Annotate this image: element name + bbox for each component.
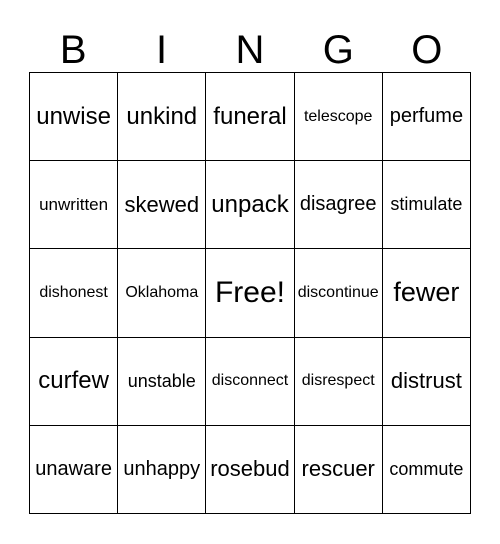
bingo-cell: dishonest [30,249,118,337]
bingo-cell: unwise [30,73,118,161]
bingo-grid [29,72,471,514]
bingo-cell: unwritten [30,161,118,249]
header-letter-b: B [59,28,87,72]
header-letter-g: G [322,28,354,72]
bingo-cell: unhappy [118,426,206,514]
header-letter-n: N [235,28,265,72]
header-letter-o: O [411,28,443,72]
bingo-cell: unstable [118,338,206,426]
bingo-cell: stimulate [383,161,471,249]
bingo-cell: rescuer [295,426,383,514]
bingo-cell: curfew [30,338,118,426]
bingo-cell: Oklahoma [118,249,206,337]
bingo-cell: perfume [383,73,471,161]
bingo-cell: unkind [118,73,206,161]
bingo-cell: telescope [295,73,383,161]
bingo-cell: skewed [118,161,206,249]
bingo-cell: commute [383,426,471,514]
bingo-cell: funeral [206,73,294,161]
bingo-cell: unaware [30,426,118,514]
bingo-cell: disconnect [206,338,294,426]
free-space: Free! [206,249,294,337]
bingo-cell: rosebud [206,426,294,514]
bingo-cell: fewer [383,249,471,337]
bingo-cell: distrust [383,338,471,426]
bingo-cell: unpack [206,161,294,249]
bingo-header [29,26,471,74]
bingo-cell: disagree [295,161,383,249]
header-letter-i: I [156,28,168,72]
bingo-cell: discontinue [295,249,383,337]
bingo-cell: disrespect [295,338,383,426]
